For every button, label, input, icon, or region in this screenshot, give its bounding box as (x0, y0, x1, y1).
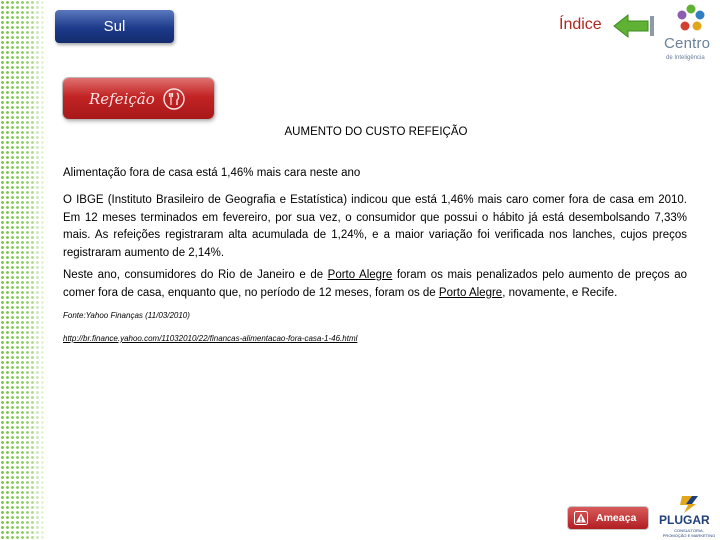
article-paragraph-1: O IBGE (Instituto Brasileiro de Geografia e Estatística) indicou que está 1,46% mais caro comer fora de casa em 2010. Em 12 meses terminados em fevereiro, por sua vez, o consumidor que possui o hábito já está desembolsando 7,33% mais. As refeições registraram alta acumulada de 1,24%, e a maior variação foi verificada nos lanches, cujos preços registraram aumento de 2,14%. (63, 194, 687, 259)
threat-button[interactable] (568, 507, 648, 529)
paragraph-2-text-1: Neste ano, consumidores do Rio de Janeiro e de (63, 269, 328, 281)
category-label: Refeição (89, 89, 155, 108)
article-subtitle: Alimentação fora de casa está 1,46% mais cara neste ano (63, 167, 361, 179)
centro-logo-sub: de Inteligência (666, 55, 705, 61)
plugar-logo-name: PLUGAR (659, 513, 710, 527)
source-url-link[interactable]: http://br.finance.yahoo.com/11032010/22/financas-alimentacao-fora-casa-1-46.html (63, 334, 358, 343)
threat-button-label: Ameaça (596, 512, 637, 524)
plugar-logo-sub: CONSULTORIA, PROMOÇÃO E MARKETING (662, 528, 716, 538)
index-link[interactable]: Índice (559, 16, 602, 33)
category-banner-refeicao (63, 78, 214, 119)
flower-logo-icon (676, 4, 706, 34)
plugar-logo (656, 494, 720, 540)
source-note: Fonte:Yahoo Finanças (11/03/2010) (63, 311, 190, 320)
porto-alegre-link-1[interactable]: Porto Alegre (327, 269, 393, 281)
region-button-sul[interactable]: Sul (55, 10, 174, 43)
article-paragraph-2 (63, 267, 687, 302)
centro-logo-name: Centro (664, 35, 711, 52)
plugar-mark-icon (678, 494, 700, 514)
porto-alegre-link-2[interactable]: Porto Alegre (438, 286, 503, 299)
paragraph-2-text-2: foram os mais penalizados pelo aumento de preços ao comer fora de casa, enquanto que, no período de 12 meses, foram os de (63, 269, 687, 299)
back-arrow-icon[interactable] (612, 12, 656, 40)
paragraph-2-text-3: , novamente, e Recife. (502, 286, 618, 299)
article-title: AUMENTO DO CUSTO REFEIÇÃO (284, 126, 468, 138)
fork-knife-icon (163, 88, 185, 110)
centro-inteligencia-logo (662, 4, 720, 64)
decorative-dot-pattern (0, 0, 48, 540)
warning-icon (574, 511, 588, 525)
